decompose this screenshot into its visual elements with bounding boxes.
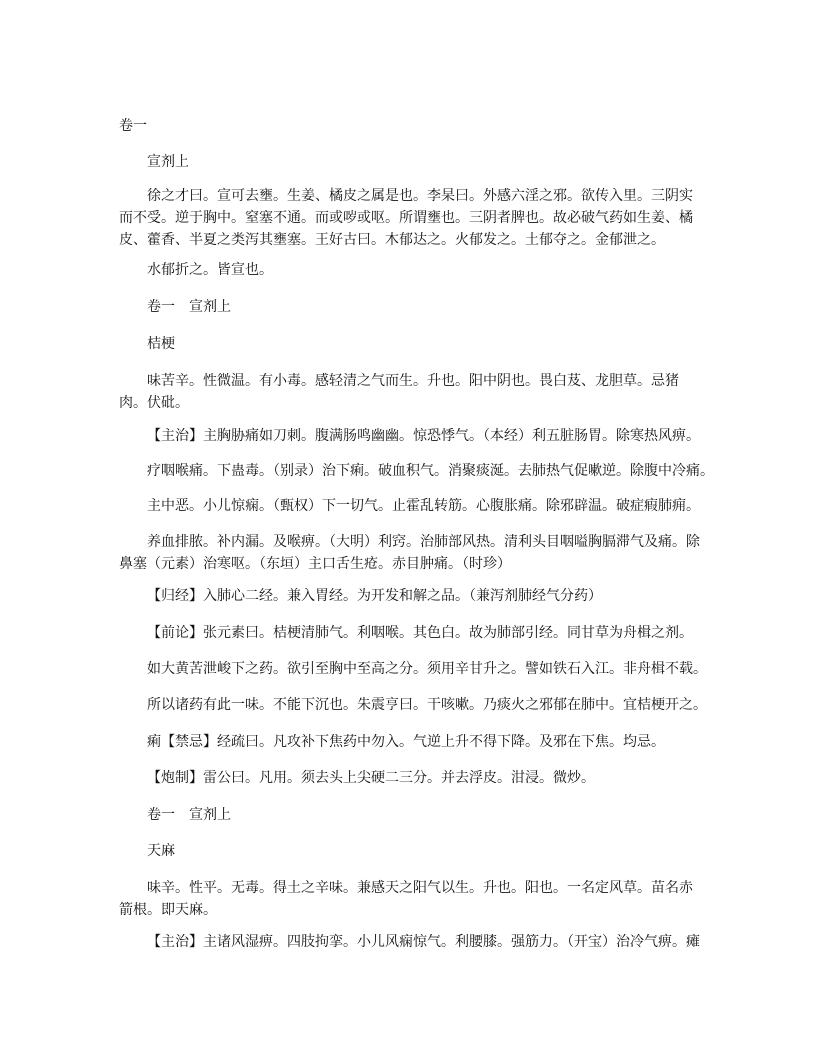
running-header: 卷一 宣剂上 [147, 299, 231, 315]
indications-line: 【主治】主胸胁痛如刀刺。腹满肠鸣幽幽。惊恐悸气。（本经）利五脏肠胃。除寒热风痹。 [147, 428, 700, 444]
section-heading: 宣剂上 [147, 154, 189, 170]
herb-name-tianma: 天麻 [147, 843, 175, 859]
indications-line: 养血排脓。补内漏。及喉痹。（大明）利窍。治肺部风热。清利头目咽嗌胸膈滞气及痛。除鼻塞（元素）治寒呕。（东垣）主口舌生疮。赤目肿痛。（时珍） [119, 534, 700, 572]
commentary-line: 如大黄苦泄峻下之药。欲引至胸中至高之分。须用辛甘升之。譬如铁石入江。非舟楫不载。 [147, 661, 707, 677]
commentary-line: 所以诸药有此一味。不能下沉也。朱震亨曰。干咳嗽。乃痰火之邪郁在肺中。宜桔梗开之。 [147, 697, 707, 713]
herb-name-jiegeng: 桔梗 [147, 336, 175, 352]
indications-line: 疗咽喉痛。下蛊毒。（别录）治下痢。破血积气。消聚痰涎。去肺热气促嗽逆。除腹中冷痛。 [147, 463, 714, 479]
commentary-line: 【前论】张元素曰。桔梗清肺气。利咽喉。其色白。故为肺部引经。同甘草为舟楫之剂。 [147, 625, 693, 641]
herb-description: 味苦辛。性微温。有小毒。感轻清之气而生。升也。阳中阴也。畏白芨、龙胆草。忌猪肉。伏砒。 [119, 373, 679, 411]
preparation-entry: 【炮制】雷公曰。凡用。须去头上尖硬二三分。并去浮皮。泔浸。微炒。 [147, 770, 595, 786]
indications-line: 【主治】主诸风湿痹。四肢拘挛。小儿风痫惊气。利腰膝。强筋力。（开宝）治冷气痹。瘫 [147, 934, 700, 950]
indications-line: 主中恶。小儿惊痫。（甄权）下一切气。止霍乱转筋。心腹胀痛。除邪辟温。破症瘕肺痈。 [147, 498, 700, 514]
intro-paragraph: 徐之才曰。宣可去壅。生姜、橘皮之属是也。李杲曰。外感六淫之邪。欲传入里。三阴实而不受。逆于胸中。窒塞不通。而或哕或呕。所谓壅也。三阴者脾也。故必破气药如生姜、橘皮、藿香、半夏之类泻其壅塞。王好古曰。木郁达之。火郁发之。土郁夺之。金郁泄之。 [119, 188, 693, 248]
meridian-entry: 【归经】入肺心二经。兼入胃经。为开发和解之品。（兼泻剂肺经气分药） [147, 588, 602, 604]
contraindications-entry: 痢【禁忌】经疏曰。凡攻补下焦药中勿入。气逆上升不得下降。及邪在下焦。均忌。 [147, 734, 665, 750]
intro-continuation: 水郁折之。皆宣也。 [147, 262, 273, 278]
herb-description: 味辛。性平。无毒。得土之辛味。兼感天之阳气以生。升也。阳也。一名定风草。苗名赤箭根。即天麻。 [119, 880, 693, 918]
running-header: 卷一 宣剂上 [147, 807, 231, 823]
volume-heading: 卷一 [119, 118, 147, 134]
